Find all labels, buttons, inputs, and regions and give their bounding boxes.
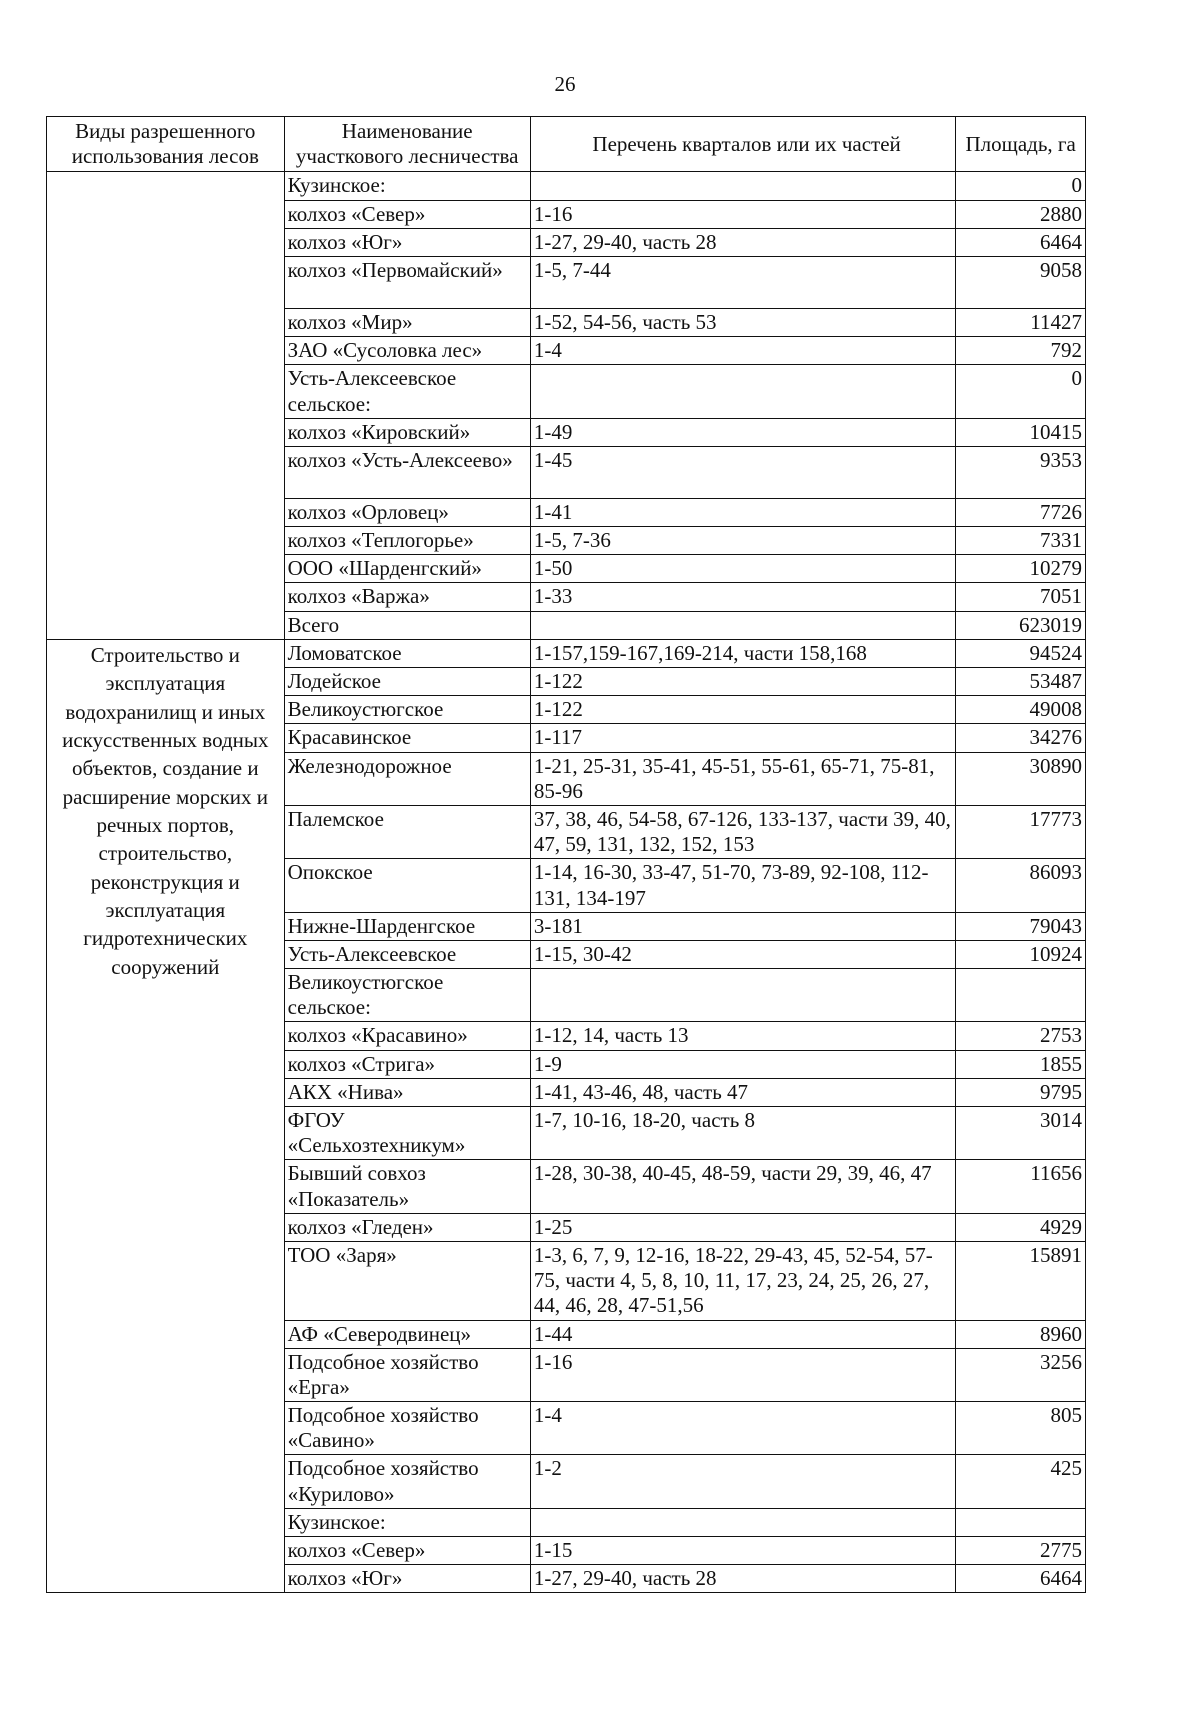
table-row [47, 172, 1086, 200]
area-cell: 6464 [956, 228, 1086, 256]
area-cell: 3256 [956, 1348, 1086, 1401]
quarters-cell: 1-117 [530, 724, 956, 752]
quarters-cell: 1-45 [530, 446, 956, 498]
forestry-name-cell: Ломоватское [284, 639, 530, 667]
forestry-name-cell: Бывший совхоз «Показатель» [284, 1160, 530, 1213]
forestry-name-cell: ЗАО «Сусоловка лес» [284, 337, 530, 365]
quarters-cell: 1-50 [530, 555, 956, 583]
area-cell: 94524 [956, 639, 1086, 667]
area-cell: 1855 [956, 1050, 1086, 1078]
quarters-cell: 1-14, 16-30, 33-47, 51-70, 73-89, 92-108, 112-131, 134-197 [530, 859, 956, 912]
area-cell: 9058 [956, 256, 1086, 308]
area-cell: 8960 [956, 1320, 1086, 1348]
quarters-cell: 1-5, 7-36 [530, 527, 956, 555]
quarters-cell: 1-15, 30-42 [530, 940, 956, 968]
forestry-name-cell: Кузинское: [284, 1508, 530, 1536]
area-cell: 623019 [956, 611, 1086, 639]
quarters-cell [530, 365, 956, 418]
forestry-name-cell: ООО «Шарденгский» [284, 555, 530, 583]
area-cell: 10279 [956, 555, 1086, 583]
table-header-row [47, 117, 1086, 172]
quarters-cell: 1-21, 25-31, 35-41, 45-51, 55-61, 65-71, 75-81, 85-96 [530, 752, 956, 805]
quarters-cell: 1-44 [530, 1320, 956, 1348]
forestry-name-cell: ТОО «Заря» [284, 1241, 530, 1320]
area-cell: 425 [956, 1455, 1086, 1508]
quarters-cell: 1-7, 10-16, 18-20, часть 8 [530, 1107, 956, 1160]
forestry-name-cell: колхоз «Усть-Алексеево» [284, 446, 530, 498]
forestry-name-cell: колхоз «Кировский» [284, 418, 530, 446]
forestry-name-cell: колхоз «Красавино» [284, 1022, 530, 1050]
quarters-cell: 3-181 [530, 912, 956, 940]
quarters-cell: 1-15 [530, 1537, 956, 1565]
forestry-name-cell: Палемское [284, 805, 530, 858]
forestry-name-cell: колхоз «Юг» [284, 1565, 530, 1593]
forestry-name-cell: колхоз «Север» [284, 200, 530, 228]
quarters-cell: 1-16 [530, 200, 956, 228]
forestry-name-cell: Великоустюгское сельское: [284, 969, 530, 1022]
area-cell: 17773 [956, 805, 1086, 858]
quarters-cell: 1-16 [530, 1348, 956, 1401]
quarters-cell: 1-28, 30-38, 40-45, 48-59, части 29, 39, 46, 47 [530, 1160, 956, 1213]
area-cell: 34276 [956, 724, 1086, 752]
quarters-cell: 1-25 [530, 1213, 956, 1241]
header-quarters: Перечень кварталов или их частей [530, 117, 956, 172]
quarters-cell: 1-122 [530, 696, 956, 724]
forestry-name-cell: Подсобное хозяйство «Савино» [284, 1402, 530, 1455]
quarters-cell [530, 1508, 956, 1536]
area-cell: 86093 [956, 859, 1086, 912]
quarters-cell: 1-41 [530, 498, 956, 526]
area-cell: 15891 [956, 1241, 1086, 1320]
forestry-name-cell: колхоз «Орловец» [284, 498, 530, 526]
area-cell: 9353 [956, 446, 1086, 498]
forestry-name-cell: колхоз «Теплогорье» [284, 527, 530, 555]
area-cell: 7051 [956, 583, 1086, 611]
quarters-cell: 1-27, 29-40, часть 28 [530, 228, 956, 256]
forestry-name-cell: Усть-Алексеевское [284, 940, 530, 968]
quarters-cell: 1-41, 43-46, 48, часть 47 [530, 1078, 956, 1106]
forestry-name-cell: АФ «Северодвинец» [284, 1320, 530, 1348]
quarters-cell: 1-4 [530, 1402, 956, 1455]
use-type-cell [47, 172, 285, 639]
forest-use-table [46, 116, 1086, 1593]
forestry-name-cell: Всего [284, 611, 530, 639]
forestry-name-cell: Опокское [284, 859, 530, 912]
area-cell: 30890 [956, 752, 1086, 805]
forestry-name-cell: колхоз «Первомайский» [284, 256, 530, 308]
forestry-name-cell: Усть-Алексеевское сельское: [284, 365, 530, 418]
area-cell: 3014 [956, 1107, 1086, 1160]
forestry-name-cell: колхоз «Гледен» [284, 1213, 530, 1241]
area-cell: 6464 [956, 1565, 1086, 1593]
quarters-cell [530, 969, 956, 1022]
area-cell: 0 [956, 365, 1086, 418]
forestry-name-cell: колхоз «Стрига» [284, 1050, 530, 1078]
quarters-cell [530, 172, 956, 200]
area-cell [956, 969, 1086, 1022]
area-cell: 2753 [956, 1022, 1086, 1050]
area-cell: 11656 [956, 1160, 1086, 1213]
forestry-name-cell: Нижне-Шарденгское [284, 912, 530, 940]
forestry-name-cell: колхоз «Мир» [284, 308, 530, 336]
forestry-name-cell: АКХ «Нива» [284, 1078, 530, 1106]
forestry-name-cell: Красавинское [284, 724, 530, 752]
area-cell: 79043 [956, 912, 1086, 940]
quarters-cell: 1-27, 29-40, часть 28 [530, 1565, 956, 1593]
forestry-name-cell: Кузинское: [284, 172, 530, 200]
forestry-name-cell: колхоз «Юг» [284, 228, 530, 256]
quarters-cell: 1-52, 54-56, часть 53 [530, 308, 956, 336]
header-use-type: Виды разрешенного использования лесов [47, 117, 285, 172]
use-type-cell: Строительство и эксплуатация водохранилищ и иных искусственных водных объектов, создание и расширение морских и речных портов, строительство, реконструкция и эксплуатация гидротехнических сооружений [47, 639, 285, 1593]
area-cell: 0 [956, 172, 1086, 200]
forestry-name-cell: Лодейское [284, 668, 530, 696]
area-cell: 2775 [956, 1537, 1086, 1565]
area-cell: 9795 [956, 1078, 1086, 1106]
quarters-cell: 1-4 [530, 337, 956, 365]
forestry-name-cell: ФГОУ «Сельхозтехникум» [284, 1107, 530, 1160]
quarters-cell: 1-12, 14, часть 13 [530, 1022, 956, 1050]
area-cell [956, 1508, 1086, 1536]
quarters-cell: 1-33 [530, 583, 956, 611]
forestry-name-cell: колхоз «Север» [284, 1537, 530, 1565]
area-cell: 7726 [956, 498, 1086, 526]
header-forestry: Наименование участкового лесничества [284, 117, 530, 172]
header-area: Площадь, га [956, 117, 1086, 172]
forestry-name-cell: Великоустюгское [284, 696, 530, 724]
quarters-cell [530, 611, 956, 639]
area-cell: 11427 [956, 308, 1086, 336]
area-cell: 7331 [956, 527, 1086, 555]
forestry-name-cell: колхоз «Варжа» [284, 583, 530, 611]
area-cell: 49008 [956, 696, 1086, 724]
area-cell: 10415 [956, 418, 1086, 446]
quarters-cell: 1-9 [530, 1050, 956, 1078]
quarters-cell: 1-2 [530, 1455, 956, 1508]
area-cell: 2880 [956, 200, 1086, 228]
forestry-name-cell: Железнодорожное [284, 752, 530, 805]
quarters-cell: 1-157,159-167,169-214, части 158,168 [530, 639, 956, 667]
forestry-name-cell: Подсобное хозяйство «Ерга» [284, 1348, 530, 1401]
quarters-cell: 37, 38, 46, 54-58, 67-126, 133-137, части 39, 40, 47, 59, 131, 132, 152, 153 [530, 805, 956, 858]
page-number: 26 [554, 72, 576, 96]
quarters-cell: 1-5, 7-44 [530, 256, 956, 308]
quarters-cell: 1-122 [530, 668, 956, 696]
table-row [47, 639, 1086, 667]
area-cell: 792 [956, 337, 1086, 365]
area-cell: 4929 [956, 1213, 1086, 1241]
area-cell: 10924 [956, 940, 1086, 968]
quarters-cell: 1-49 [530, 418, 956, 446]
area-cell: 53487 [956, 668, 1086, 696]
table-body [47, 172, 1086, 1593]
quarters-cell: 1-3, 6, 7, 9, 12-16, 18-22, 29-43, 45, 52-54, 57-75, части 4, 5, 8, 10, 11, 17, 23, 24, 25, 26, 27, 44, 46, 28, 47-51,56 [530, 1241, 956, 1320]
area-cell: 805 [956, 1402, 1086, 1455]
forestry-name-cell: Подсобное хозяйство «Курилово» [284, 1455, 530, 1508]
